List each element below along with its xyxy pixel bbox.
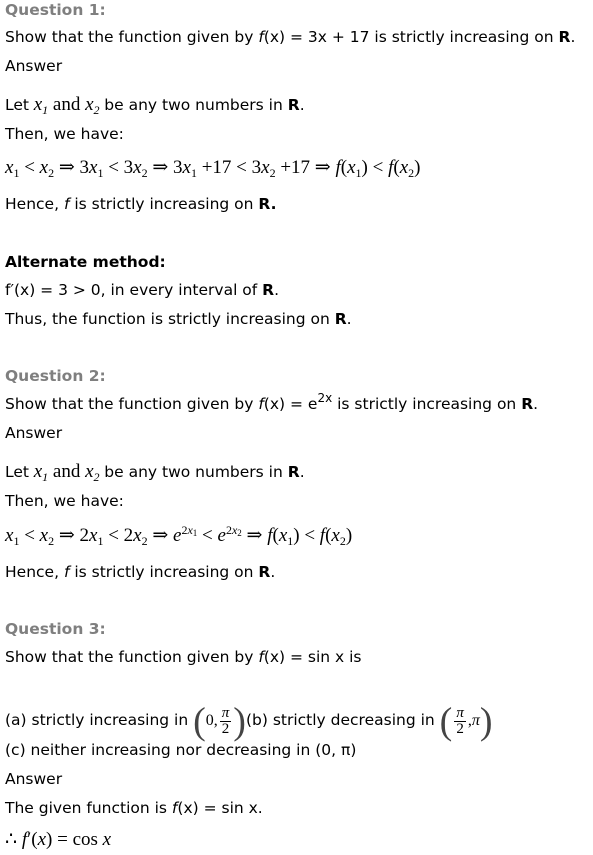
question-2-heading: Question 2: [5, 367, 106, 385]
question-3-answer-label: Answer [5, 770, 63, 788]
alternate-method-heading: Alternate method: [5, 253, 166, 271]
question-3-heading: Question 3: [5, 620, 106, 638]
alternate-method-line-2: Thus, the function is strictly increasing on R. [5, 310, 352, 328]
interval-a: (0, $\frac{\pi}{2}$ ) [193, 700, 246, 743]
question-1-heading: Question 1: [5, 1, 106, 19]
question-1-let-line: Let $x_1$ and $x_2$ be any two numbers in R. [5, 94, 305, 117]
question-2-math-inequality: $x_1 < x_2$ ⇒ $2x_1 < 2x_2$ ⇒ $e^{2x_1} < e^{2x_2}$ ⇒ $f(x_1) < f(x_2)$ [5, 523, 353, 548]
question-3-parts-a-b: (a) strictly increasing in (0, $\frac{\pi}{2}$ )(b) strictly decreasing in ( $\frac{\pi}{2}$ ,π) [5, 700, 493, 743]
question-3-given-line: The given function is f(x) = sin x. [5, 799, 263, 817]
question-3-part-c: (c) neither increasing nor decreasing in (0, π) [5, 741, 357, 759]
question-1-math-inequality: $x_1 < x_2$ ⇒ $3x_1 < 3x_2$ ⇒ $3x_1 +17 < 3x_2 +17$ ⇒ $f(x_1) < f(x_2)$ [5, 157, 421, 180]
question-2-let-line: Let $x_1$ and $x_2$ be any two numbers in R. [5, 461, 305, 484]
question-2-answer-label: Answer [5, 424, 63, 442]
question-3-math-derivative: ∴ f′(x) = cos x [5, 829, 112, 850]
question-1-answer-label: Answer [5, 57, 63, 75]
question-2-statement: Show that the function given by $f(x) = e^{2x}$ is strictly increasing on R. [5, 391, 539, 413]
alternate-method-line-1: f′(x) = 3 > 0, in every interval of R. [5, 281, 280, 299]
question-1-statement: Show that the function given by f(x) = 3x + 17 is strictly increasing on R. [5, 28, 576, 46]
question-3-statement: Show that the function given by f(x) = sin x is [5, 648, 362, 666]
interval-b: ( $\frac{\pi}{2}$ ,π) [439, 700, 493, 743]
question-1-hence-line: Hence, f is strictly increasing on R. [5, 195, 277, 213]
question-2-then-line: Then, we have: [5, 492, 124, 510]
question-1-then-line: Then, we have: [5, 125, 124, 143]
question-2-hence-line: Hence, f is strictly increasing on R. [5, 563, 276, 581]
